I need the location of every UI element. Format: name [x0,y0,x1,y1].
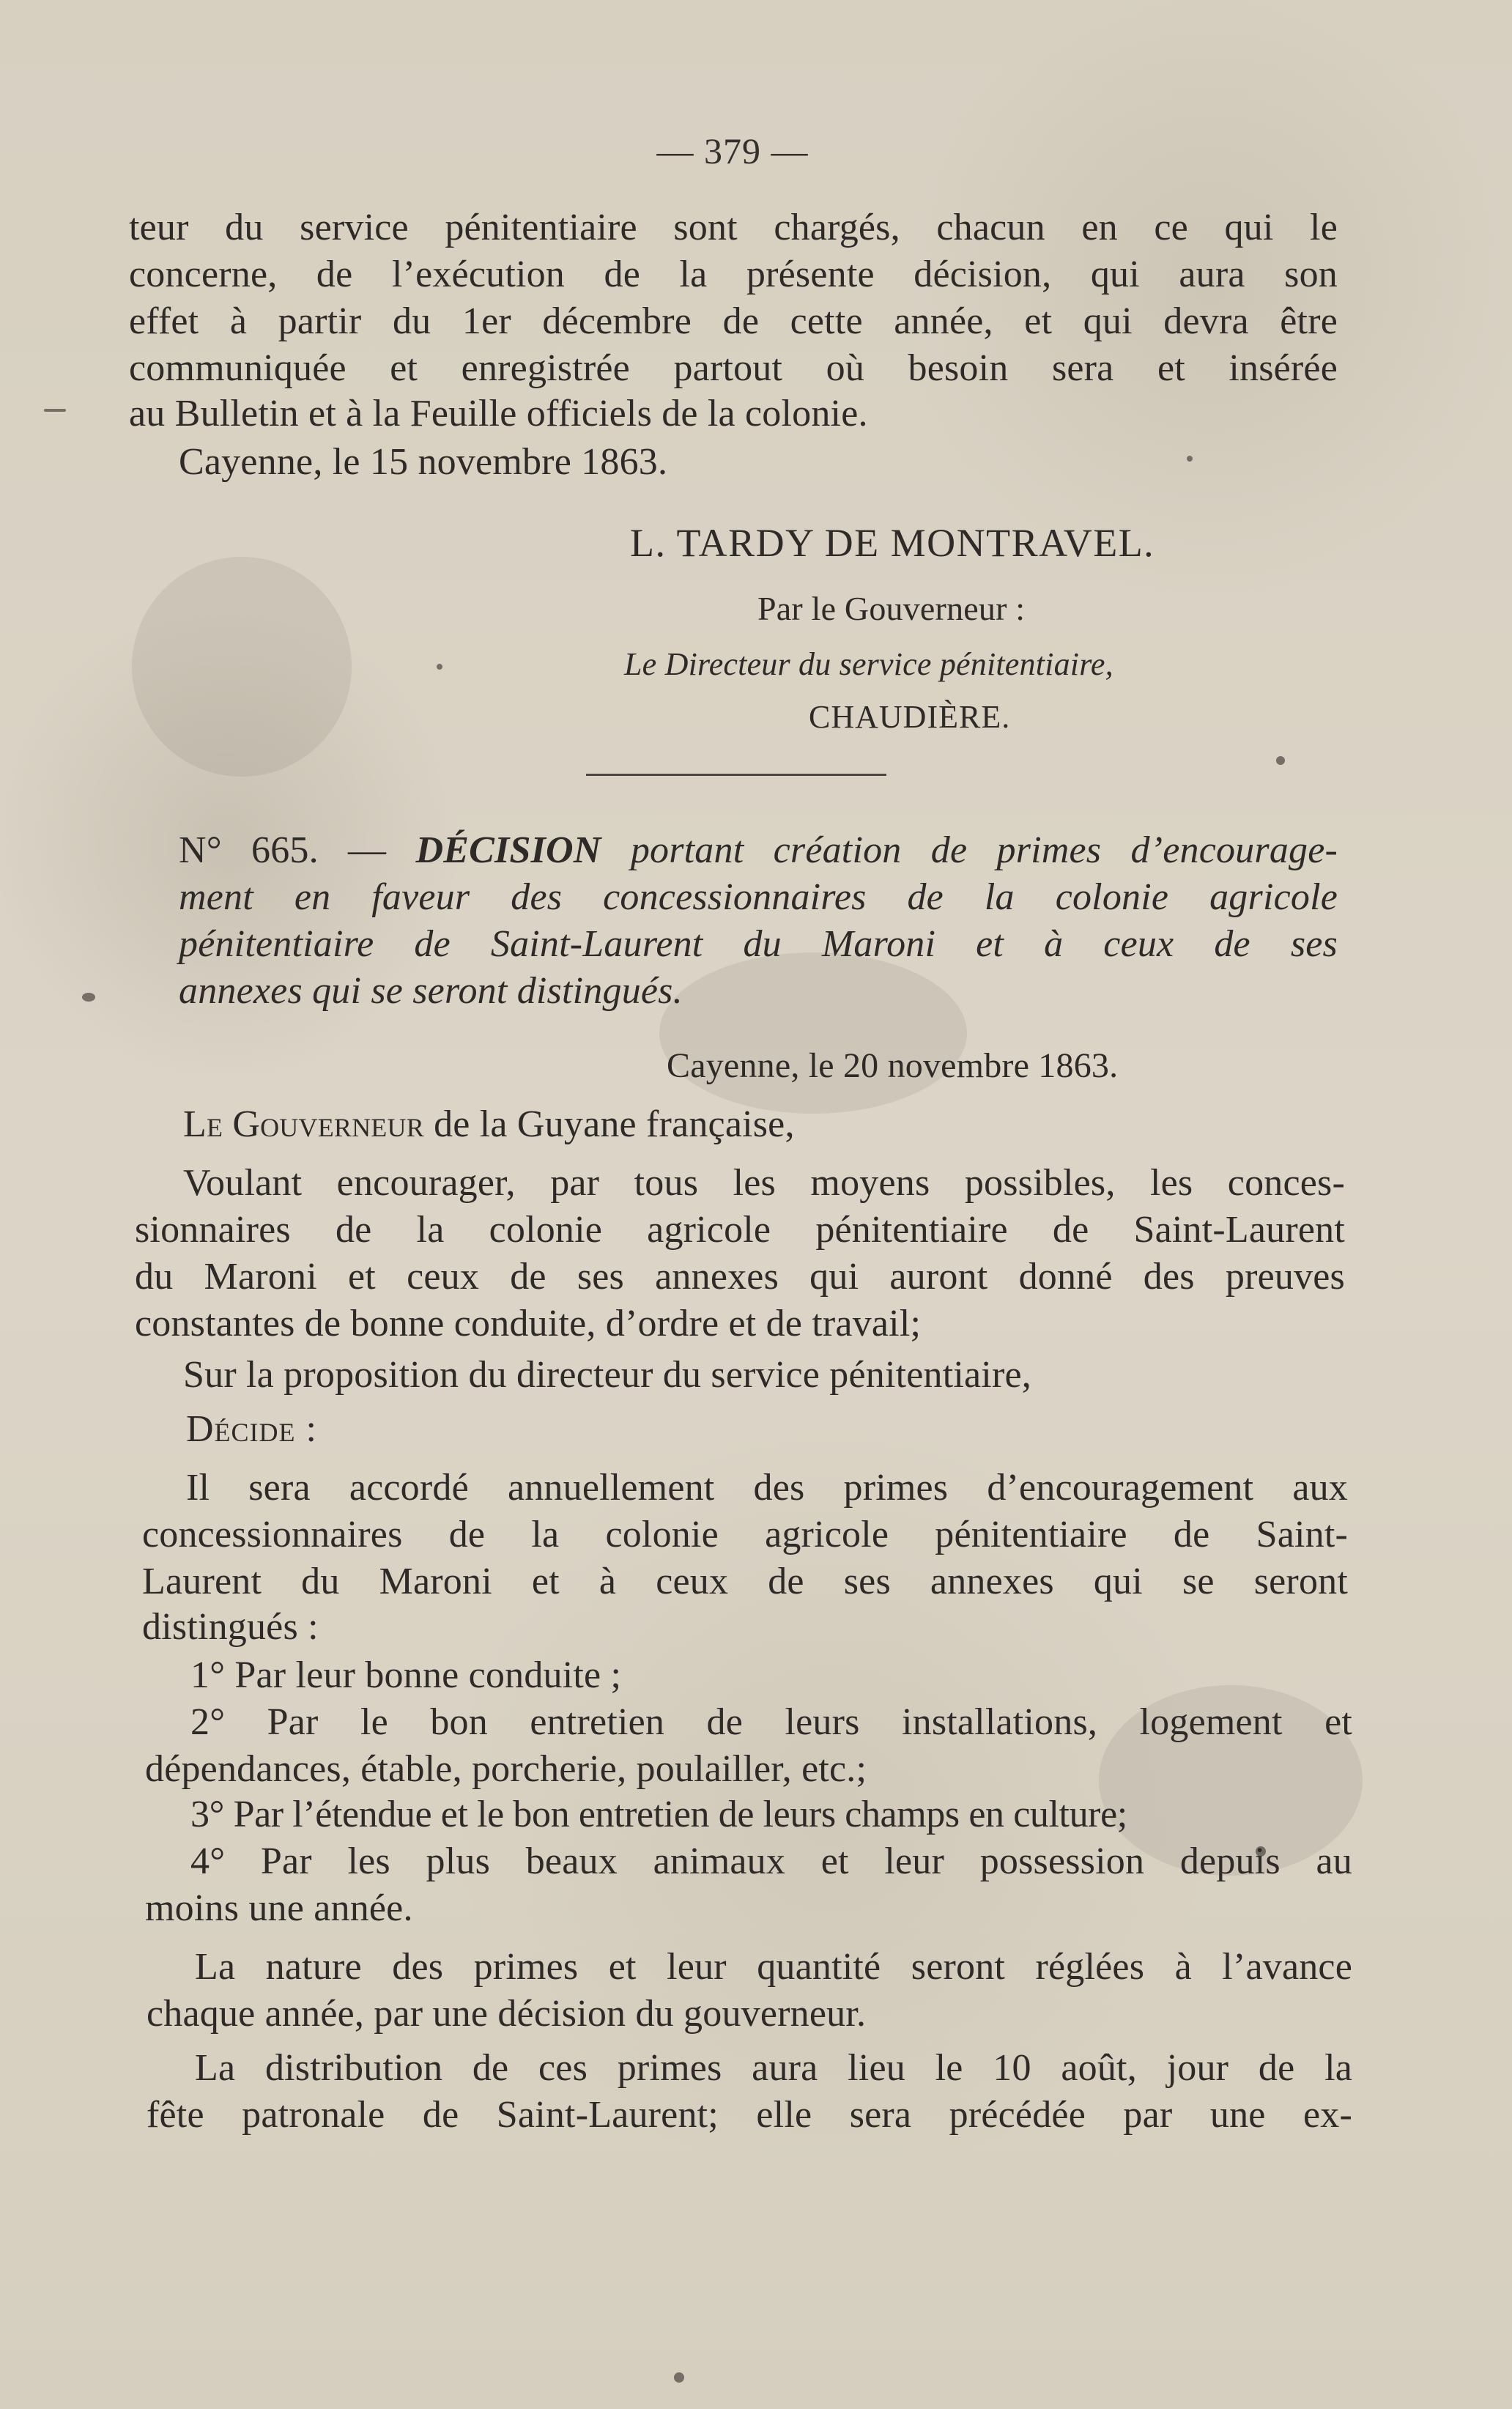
ink-speck [674,2372,684,2383]
criterion-item: 4° Par les plus beaux animaux et leur possession depuis au [190,1840,1352,1882]
decision-keyword: DÉCISION [415,829,601,871]
continuation-line: effet à partir du 1er décembre de cette année, et qui devra être [129,300,1338,342]
director-signature: CHAUDIÈRE. [809,699,1011,735]
article-line: Laurent du Maroni et à ceux de ses annexes qui se seront [142,1561,1348,1602]
article-line: concessionnaires de la colonie agricole pénitentiaire de Saint- [142,1514,1348,1555]
continuation-date: Cayenne, le 15 novembre 1863. [179,441,668,483]
director-role: Le Directeur du service pénitentiaire, [624,646,1113,682]
continuation-line: teur du service pénitentiaire sont chargés, chacun en ce qui le [129,207,1338,248]
considering-line: sionnaires de la colonie agricole pénitentiaire de Saint-Laurent [135,1209,1345,1251]
nature-line: chaque année, par une décision du gouverneur. [147,1993,867,2035]
opening-rest: de la Guyane française, [434,1103,795,1145]
section-divider [586,774,886,776]
decision-title-part: portant création de primes d’encourage- [630,829,1338,871]
criterion-item: 1° Par leur bonne conduite ; [190,1654,622,1696]
proposal-line: Sur la proposition du directeur du service pénitentiaire, [183,1354,1031,1396]
by-governor-line: Par le Gouverneur : [757,590,1026,627]
decision-date: Cayenne, le 20 novembre 1863. [667,1046,1119,1085]
distribution-line: fête patronale de Saint-Laurent; elle sera précédée par une ex- [147,2094,1352,2136]
criterion-item: 2° Par le bon entretien de leurs installations, logement et [190,1701,1352,1743]
ink-speck [82,993,95,1002]
article-line: distingués : [142,1606,319,1648]
ink-speck [1276,756,1285,765]
nature-line: La nature des primes et leur quantité seront réglées à l’avance [195,1946,1352,1988]
ink-speck [44,409,66,412]
governor-signature: L. TARDY DE MONTRAVEL. [630,521,1155,565]
ink-speck [437,664,442,670]
decision-title-line: pénitentiaire de Saint-Laurent du Maroni et à ceux de ses [179,923,1338,965]
continuation-line: au Bulletin et à la Feuille officiels de la colonie. [129,393,868,434]
criterion-item: 3° Par l’étendue et le bon entretien de leurs champs en culture; [190,1794,1127,1835]
considering-line: Voulant encourager, par tous les moyens possibles, les conces- [183,1162,1345,1204]
continuation-line: concerne, de l’exécution de la présente décision, qui aura son [129,254,1338,295]
decision-title-line: ment en faveur des concessionnaires de la colonie agricole [179,876,1338,918]
decision-title-line: annexes qui se seront distingués. [179,970,683,1012]
page-number: — 379 — [656,130,809,171]
article-line: Il sera accordé annuellement des primes d’encouragement aux [186,1467,1348,1509]
decision-number: N° 665. — [179,829,387,871]
criterion-item: dépendances, étable, porcherie, poulailler, etc.; [145,1748,867,1790]
distribution-line: La distribution de ces primes aura lieu le 10 août, jour de la [195,2047,1352,2089]
opening-caps: Le Gouverneur [183,1103,424,1145]
criterion-item: moins une année. [145,1887,413,1929]
considering-line: constantes de bonne conduite, d’ordre et de travail; [135,1303,922,1344]
decides-heading: Décide : [186,1408,317,1450]
opening-line [183,1102,795,1147]
continuation-line: communiquée et enregistrée partout où besoin sera et insérée [129,347,1338,389]
ink-speck [1187,456,1193,462]
decision-heading-line [179,828,1338,873]
paper-stain [659,952,967,1114]
considering-line: du Maroni et ceux de ses annexes qui auront donné des preuves [135,1256,1345,1298]
paper-stain [132,557,352,777]
